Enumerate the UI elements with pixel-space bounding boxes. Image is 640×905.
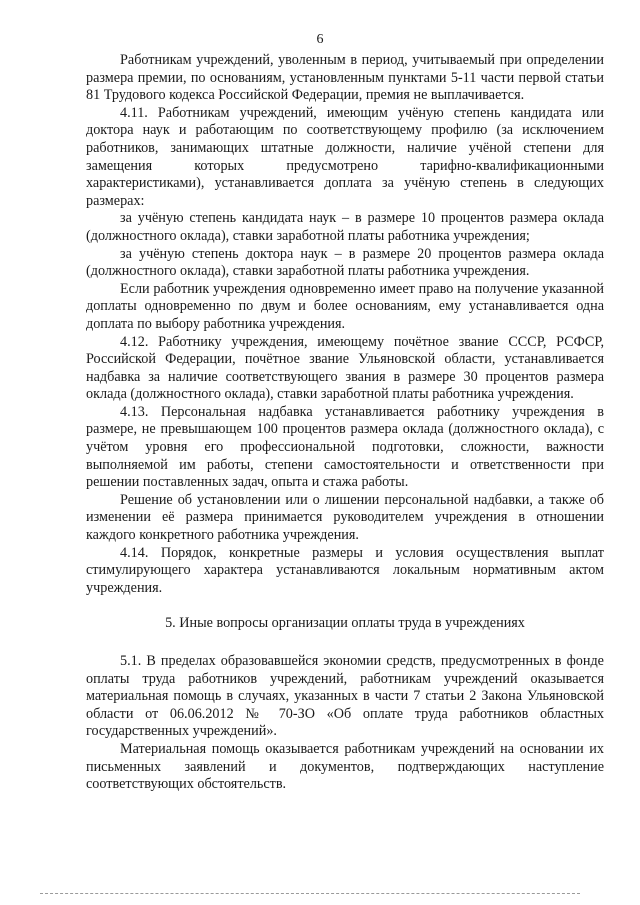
paragraph-candidate-degree: за учёную степень кандидата наук – в размере 10 процентов размера оклада (должностного оклада), ставки заработной платы работника учреждения; (86, 210, 604, 244)
paragraph-single-allowance: Если работник учреждения одновременно имеет право на получение указанной доплаты одновременно по двум и более основаниям, ему устанавливается одна доплата по выбору работника учреждения. (86, 280, 604, 332)
paragraph-5-1: 5.1. В пределах образовавшейся экономии средств, предусмотренных в фонде оплаты труда работников учреждений, работникам учреждений оказывается материальная помощь в случаях, указанных в части 7 статьи 2 Закона Ульяновской области от 06.06.2012 № 70-ЗО «Об оплате труда работников областных государственных учреждений». (86, 653, 604, 740)
page-number: 6 (316, 32, 324, 47)
paragraph-material-aid: Материальная помощь оказывается работникам учреждений на основании их письменных заявлений и документов, подтверждающих наступление соответствующих обстоятельств. (86, 740, 604, 793)
section-heading: 5. Иные вопросы организации оплаты труда в учреждениях (165, 615, 525, 632)
paragraph-4-11: 4.11. Работникам учреждений, имеющим учёную степень кандидата или доктора наук и работающим по соответствующему профилю (за исключением работников, занимающих штатные должности, наличие учёной степени для замещения которых предусмотрено тарифно-квалификационными характеристиками), устанавливается доплата за учёную степень в следующих размерах: (86, 104, 604, 209)
document-body (86, 52, 604, 794)
paragraph-personal-allowance-decision: Решение об установлении или о лишении персональной надбавки, а также об изменении её размера принимается руководителем учреждения в отношении каждого конкретного работника учреждения. (86, 491, 604, 544)
paragraph-4-12: 4.12. Работнику учреждения, имеющему почётное звание СССР, РСФСР, Российской Федерации, почётное звание Ульяновской области, устанавливается надбавка за наличие соответствующего звания в размере 30 процентов размера оклада (должностного оклада), ставки заработной платы работника учреждения. (86, 333, 604, 403)
paragraph-4-14: 4.14. Порядок, конкретные размеры и условия осуществления выплат стимулирующего характера устанавливаются локальным нормативным актом учреждения. (86, 544, 604, 596)
scan-edge-divider (40, 893, 580, 894)
paragraph-bonus-exclusion: Работникам учреждений, уволенным в период, учитываемый при определении размера премии, по основаниям, установленным пунктами 5-11 части первой статьи 81 Трудового кодекса Российской Федерации, премия не выплачивается. (86, 52, 604, 104)
paragraph-doctor-degree: за учёную степень доктора наук – в размере 20 процентов размера оклада (должностного оклада), ставки заработной платы работника учреждения. (86, 245, 604, 280)
paragraph-4-13: 4.13. Персональная надбавка устанавливается работнику учреждения в размере, не превышающем 100 процентов размера оклада (должностного оклада), с учётом уровня его профессиональной подготовки, сложности, важности выполняемой им работы, степени самостоятельности и ответственности при решении поставленных задач, опыта и стажа работы. (86, 403, 604, 491)
